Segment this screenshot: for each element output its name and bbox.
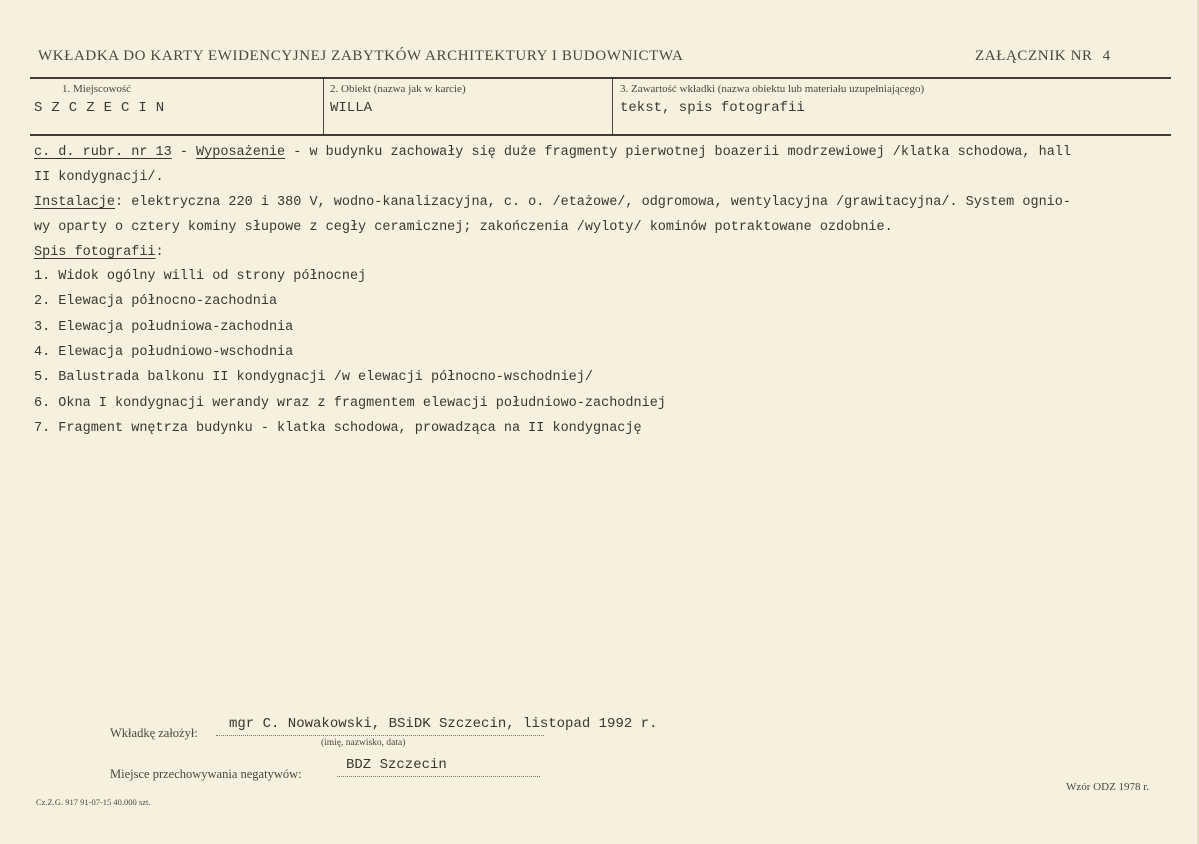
author-hint: (imię, nazwisko, data) [321, 738, 406, 748]
section-heading-installations: Instalacje [34, 195, 116, 210]
section-heading-photos: Spis fotografii [34, 245, 156, 260]
photos-heading-suffix: : [155, 245, 164, 260]
content-value: tekst, spis fotografii [620, 100, 805, 116]
annex-number: 4 [1102, 48, 1111, 64]
content-label: 3. Zawartość wkładki (nazwa obiektu lub materiału uzupełniającego) [620, 83, 925, 95]
rubric-separator: - [171, 145, 197, 160]
header-bottom-rule [30, 134, 1171, 136]
negatives-dotted-line [337, 776, 540, 777]
photo-list-item: 6. Okna I kondygnacji werandy wraz z fragmentem elewacji południowo-zachodniej [34, 396, 666, 411]
locality-value: SZCZECIN [34, 100, 174, 116]
author-label: Wkładkę założył: [110, 726, 198, 740]
body-line-3 [34, 195, 1071, 210]
form-model: Wzór ODZ 1978 r. [1066, 781, 1150, 793]
photo-list-item: 5. Balustrada balkonu II kondygnacji /w elewacji północno-wschodniej/ [34, 370, 593, 385]
photo-list-item: 3. Elewacja południowa-zachodnia [34, 320, 294, 335]
photos-heading-line [34, 245, 164, 260]
negatives-label: Miejsce przechowywania negatywów: [110, 767, 302, 781]
print-info: Cz.Z.G. 917 91-07-15 40.000 szt. [36, 797, 151, 807]
photo-list-item: 7. Fragment wnętrza budynku - klatka schodowa, prowadząca na II kondygnację [34, 421, 642, 436]
locality-label: 1. Miejscowość [62, 83, 132, 95]
equipment-text: - w budynku zachowały się duże fragmenty pierwotnej boazerii modrzewiowej /klatka schodowa, hall [285, 145, 1071, 160]
annex-label-text: ZAŁĄCZNIK NR [975, 48, 1093, 64]
rubric-reference: c. d. rubr. nr 13 [34, 145, 172, 160]
form-title: WKŁADKA DO KARTY EWIDENCYJNEJ ZABYTKÓW ARCHITEKTURY I BUDOWNICTWA [38, 48, 684, 64]
body-line-4: wy oparty o cztery kominy słupowe z cegły ceramicznej; zakończenia /wyloty/ kominów potraktowane ozdobnie. [34, 220, 893, 235]
object-label: 2. Obiekt (nazwa jak w karcie) [330, 83, 466, 95]
photo-list-item: 1. Widok ogólny willi od strony północnej [34, 269, 367, 284]
negatives-value: BDZ Szczecin [346, 757, 447, 773]
installations-text: : elektryczna 220 i 380 V, wodno-kanalizacyjna, c. o. /etażowe/, odgromowa, wentylacyjna /grawitacyjna/. System ognio- [115, 195, 1071, 210]
top-rule [30, 77, 1171, 79]
object-value: WILLA [330, 100, 373, 116]
author-dotted-line [216, 735, 544, 736]
photo-list-item: 4. Elewacja południowo-wschodnia [34, 345, 294, 360]
photo-list-item: 2. Elewacja północno-zachodnia [34, 294, 278, 309]
body-line-2: II kondygnacji/. [34, 170, 164, 185]
field-divider [612, 79, 613, 135]
author-value: mgr C. Nowakowski, BSiDK Szczecin, listopad 1992 r. [229, 716, 658, 732]
annex-label [975, 48, 1111, 65]
body-line-1 [34, 145, 1071, 160]
section-heading-equipment: Wyposażenie [196, 145, 286, 160]
field-divider [323, 79, 324, 135]
